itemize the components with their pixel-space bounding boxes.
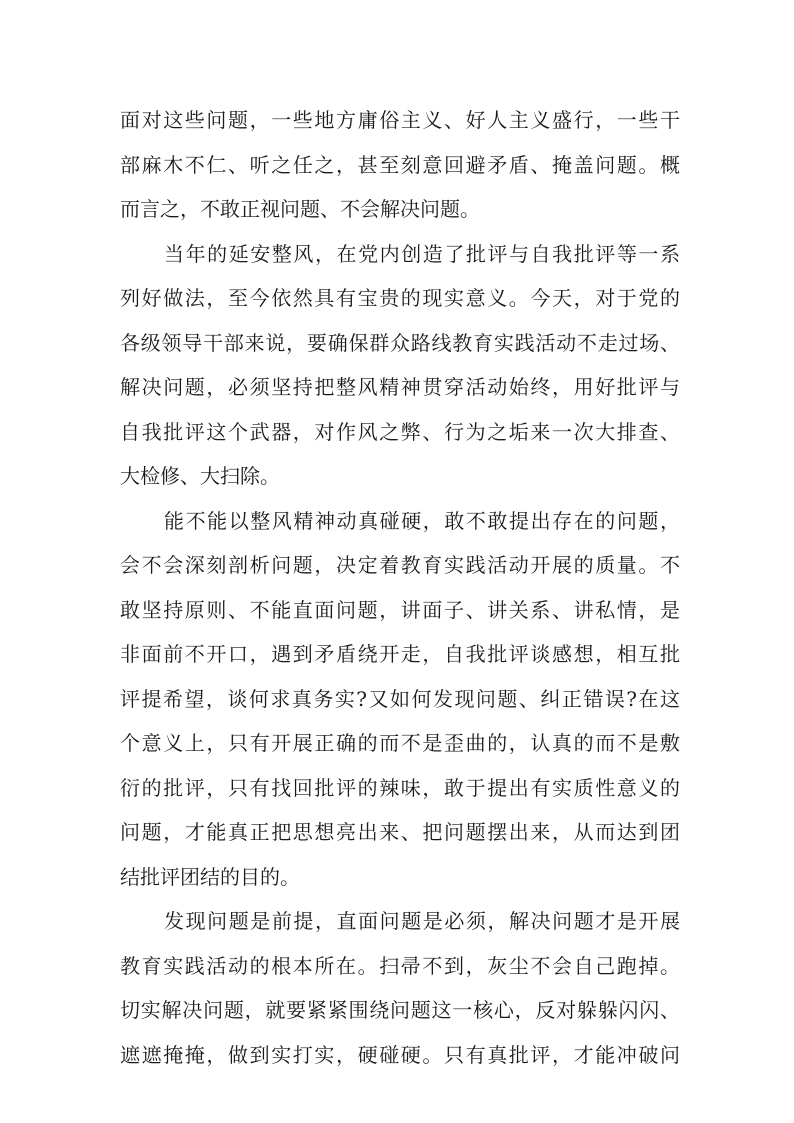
text-line: 遮遮掩掩，做到实打实，硬碰硬。只有真批评，才能冲破问	[120, 1042, 680, 1067]
text-line: 面对这些问题，一些地方庸俗主义、好人主义盛行，一些干	[120, 108, 680, 132]
text-line: 评提希望，谈何求真务实?又如何发现问题、纠正错误?在这	[120, 686, 680, 711]
text-line: 非面前不开口，遇到矛盾绕开走，自我批评谈感想，相互批	[120, 642, 680, 666]
text-line: 自我批评这个武器，对作风之弊、行为之垢来一次大排查、	[120, 419, 680, 444]
text-line: 切实解决问题，就要紧紧围绕问题这一核心，反对躲躲闪闪、	[120, 998, 680, 1022]
text-line: 个意义上，只有开展正确的而不是歪曲的，认真的而不是敷	[120, 731, 680, 755]
text-line: 列好做法，至今依然具有宝贵的现实意义。今天，对于党的	[120, 286, 680, 310]
text-line: 部麻木不仁、听之任之，甚至刻意回避矛盾、掩盖问题。概	[120, 152, 680, 177]
text-line: 大检修、大扫除。	[120, 464, 280, 488]
text-line: 会不会深刻剖析问题，决定着教育实践活动开展的质量。不	[120, 553, 680, 577]
body-text	[120, 98, 680, 1077]
text-line: 各级领导干部来说，要确保群众路线教育实践活动不走过场、	[120, 330, 680, 355]
text-line: 敢坚持原则、不能直面问题，讲面子、讲关系、讲私情，是	[120, 597, 680, 622]
paragraph-first-line: 能不能以整风精神动真碰硬，敢不敢提出存在的问题，	[164, 508, 680, 533]
text-line: 问题，才能真正把思想亮出来、把问题摆出来，从而达到团	[120, 820, 680, 844]
paragraph-first-line: 当年的延安整风，在党内创造了批评与自我批评等一系	[164, 241, 680, 266]
text-line: 衍的批评，只有找回批评的辣味，敢于提出有实质性意义的	[120, 775, 680, 800]
text-line: 教育实践活动的根本所在。扫帚不到，灰尘不会自己跑掉。	[120, 953, 680, 978]
text-line: 解决问题，必须坚持把整风精神贯穿活动始终，用好批评与	[120, 375, 680, 399]
text-line: 而言之，不敢正视问题、不会解决问题。	[120, 197, 480, 221]
text-line: 结批评团结的目的。	[120, 864, 300, 889]
paragraph-first-line: 发现问题是前提，直面问题是必须，解决问题才是开展	[164, 909, 680, 933]
